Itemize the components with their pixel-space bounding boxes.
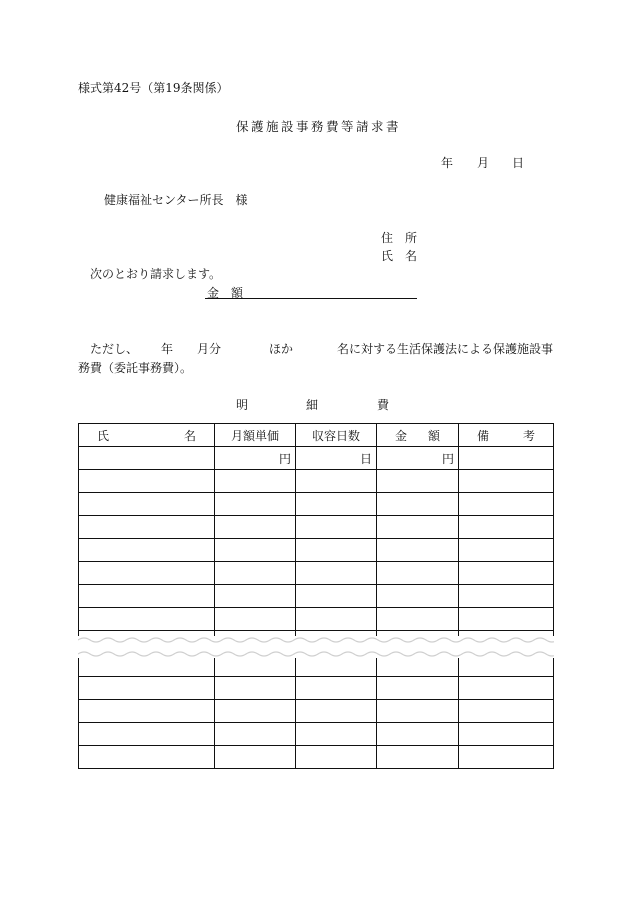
table-row (79, 700, 554, 723)
header-name: 氏 名 (79, 424, 215, 447)
cell-amount[interactable]: 円 (377, 447, 459, 470)
amount-label: 金 額 (207, 286, 244, 300)
name-label: 氏 名 (381, 249, 418, 263)
cell-name[interactable] (79, 447, 215, 470)
header-monthly-unit-price: 月額単価 (215, 424, 296, 447)
amount-line (205, 298, 417, 299)
cell-unit-price[interactable]: 円 (215, 447, 296, 470)
form-number: 様式第42号（第19条関係） (78, 81, 229, 95)
cell-remarks[interactable] (459, 447, 554, 470)
document-title: 保護施設事務費等請求書 (236, 119, 402, 134)
table-row (79, 562, 554, 585)
detail-heading-1: 明 (236, 398, 249, 412)
table-row (79, 516, 554, 539)
date-year: 年 (441, 156, 454, 170)
table-row (79, 493, 554, 516)
table-header-row (79, 424, 554, 447)
address-label: 住 所 (381, 231, 418, 245)
detail-heading-3: 費 (377, 398, 390, 412)
table-row (79, 585, 554, 608)
date-month: 月 (477, 156, 490, 170)
header-days: 収容日数 (296, 424, 377, 447)
request-text: 次のとおり請求します。 (90, 267, 222, 281)
header-amount: 金 額 (377, 424, 459, 447)
table-break (78, 636, 554, 658)
detail-table (78, 423, 554, 769)
addressee: 健康福祉センター所長 様 (104, 193, 248, 207)
detail-heading-2: 細 (306, 398, 319, 412)
table-row (79, 677, 554, 700)
proviso-rest: 名に対する生活保護法による保護施設事 (337, 342, 554, 356)
table-row (79, 447, 554, 470)
break-edge-bottom (78, 650, 554, 658)
table-row (79, 723, 554, 746)
proviso-month: 月分 (197, 342, 222, 356)
table-row (79, 608, 554, 631)
table-row (79, 470, 554, 493)
proviso-line2: 務費（委託事務費）。 (78, 361, 193, 375)
date-day: 日 (512, 156, 525, 170)
proviso-year: 年 (161, 342, 174, 356)
header-remarks: 備 考 (459, 424, 554, 447)
break-edge-top (78, 636, 554, 644)
table-row (79, 539, 554, 562)
table-row (79, 746, 554, 769)
proviso-others: ほか (269, 342, 294, 356)
proviso-prefix: ただし、 (90, 342, 139, 356)
cell-days[interactable]: 日 (296, 447, 377, 470)
